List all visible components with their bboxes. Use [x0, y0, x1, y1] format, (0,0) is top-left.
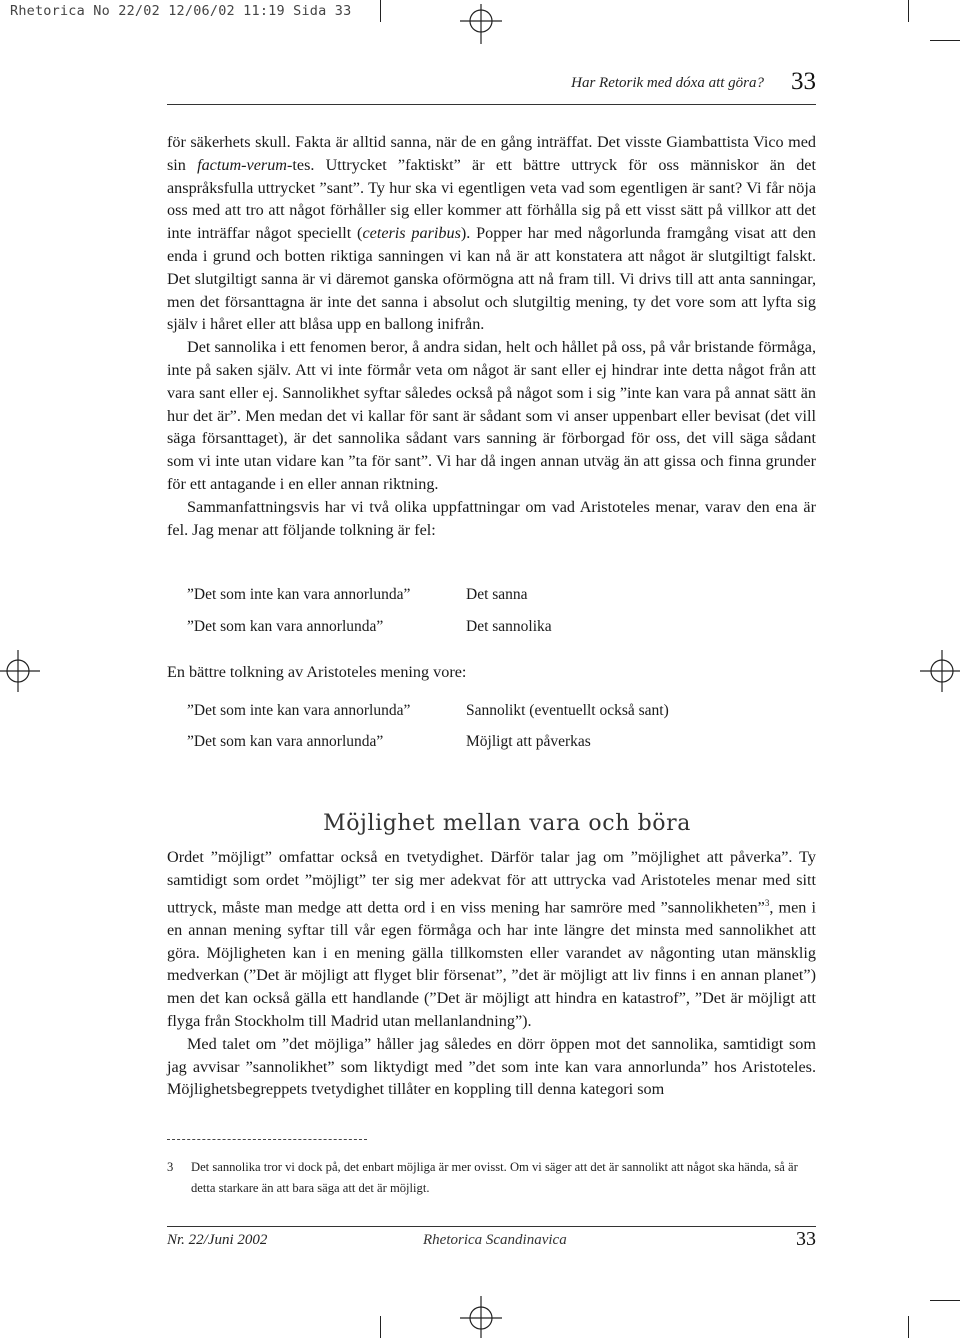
text-run: för säkerhets skull. Fakta är alltid sanna, när de en gång inträffat. Det visste Giambattista Vico med sin	[167, 133, 816, 174]
lead-text: En bättre tolkning av Aristoteles mening vore:	[167, 663, 467, 681]
paragraph: Med talet om ”det möjliga” håller jag således en dörr öppen mot det sannolika, samtidigt som jag avvisar ”sannolikhet” som liktydigt med ”det som inte kan vara annorlunda” hos Aristoteles. Möjlighetsbegreppets tvetydighet tillåter en koppling till denna kategori som	[167, 1034, 816, 1099]
paragraph	[167, 131, 816, 336]
table1-right: Det sanna	[466, 586, 528, 603]
crop-mark	[908, 0, 909, 22]
crop-mark	[380, 0, 381, 22]
footnote-text: Det sannolika tror vi dock på, det enbart möjliga är mer ovisst. Om vi säger att det är sannolikt att något ska hända, så är detta starkare än att bara säga att det är möjligt.	[191, 1160, 798, 1195]
running-title: Har Retorik med dóxa att göra?	[571, 75, 764, 91]
footer-journal: Rhetorica Scandinavica	[423, 1232, 567, 1248]
paragraph: Sammanfattningsvis har vi två olika uppfattningar om vad Aristoteles menar, varav den ena är fel. Jag menar att följande tolkning är fel:	[167, 497, 816, 539]
registration-mark-icon	[920, 648, 960, 694]
registration-mark-icon	[0, 648, 40, 694]
footer-issue: Nr. 22/Juni 2002	[167, 1232, 268, 1248]
header-rule	[167, 104, 816, 105]
registration-mark-icon	[458, 4, 504, 44]
paragraph: Det sannolika i ett fenomen beror, å andra sidan, helt och hållet på oss, på vår bristande förmåga, inte på saken själv. Att vi inte förmår veta om något är sant eller ej hindrar inte detta något från att vara sant eller ej. Sannolikhet syftar således också på något som i sig ”inte kan vara på annat sätt än hur det är”. Men medan det vi kallar för sant är sådant som vi anser uppenbart eller bevisat (det vill säga försanttaget), är det sannolika sådant vars sanning är förborgad för oss, det vill säga sådant som vi inte utan vidare kan ”ta för sant”. Vi har då ingen annan utväg än att gissa och finna grunder för ett antagande i en eller annan riktning.	[167, 338, 816, 493]
section-body-text	[167, 846, 816, 1101]
italic-term: factum-verum	[197, 155, 287, 174]
footer-page-number: 33	[796, 1228, 816, 1250]
section-heading: Möjlighet mellan vara och böra	[323, 811, 691, 836]
crop-mark	[908, 1316, 909, 1338]
text-run: , men i en annan mening syftar till vår egen förmåga och har inte längre det minsta med sannolikhet att göra. Möjligheten kan i en mening gälla tillkomsten eller varandet av någonting utan mänsklig medverkan (”Det är möjligt att flyget blir försenat”, ”det är möjligt att liv finns i en annan planet”) men det kan också gälla ett handlande (”Det är möjligt att hindra en katastrof”, ”Det är möjligt att flyga från Stockholm till Madrid utan mellanlandning”).	[167, 897, 816, 1030]
running-head	[167, 68, 816, 104]
table1-right: Det sannolika	[466, 618, 552, 635]
crop-mark	[930, 1300, 960, 1301]
body-text	[167, 131, 816, 541]
table1-left: ”Det som kan vara annorlunda”	[187, 618, 384, 635]
crop-mark	[380, 1316, 381, 1338]
italic-term: ceteris paribus	[362, 224, 461, 243]
table2-left: ”Det som kan vara annorlunda”	[187, 733, 384, 750]
table2-right: Sannolikt (eventuellt också sant)	[466, 702, 669, 719]
crop-mark	[930, 40, 960, 41]
registration-mark-icon	[458, 1296, 504, 1338]
table2-right: Möjligt att påverkas	[466, 733, 591, 750]
footnote-rule	[167, 1139, 367, 1140]
page-footer	[167, 1226, 816, 1252]
paragraph	[167, 846, 816, 1033]
printer-slug-line: Rhetorica No 22/02 12/06/02 11:19 Sida 33	[10, 3, 352, 19]
text-run: ). Popper har med någorlunda framgång visat att den enda i grund och botten riktiga sanningen vi kan nå är att konstatera att något är slutgiltigt falskt. Det slutgiltigt sanna är vi däremot ganska oförmögna att nå fram till. Vi drivs till att anta sanningar, men det försanttagna är inte det sanna i absolut och slutgiltig mening, ty det vore som att lyfta sig själv i håret eller att blåsa upp en ballong inifrån.	[167, 224, 816, 334]
footer-rule	[167, 1226, 816, 1227]
text-run: -tes. Uttrycket ”faktiskt” är ett bättre uttryck för oss människor än det anspråksfulla uttrycket ”sant”. Ty hur ska vi egentligen veta vad som egentligen är sant? Vi får nöja oss med att tro att något förhåller sig eller kommer att förhålla sig på ett visst sätt på villkor att det inte inträffar något speciellt (	[167, 155, 816, 243]
page-number: 33	[791, 68, 816, 95]
footnote-number: 3	[167, 1160, 174, 1174]
text-run: Ordet ”möjligt” omfattar också en tvetydighet. Därför talar jag om ”möjlighet att påverka”. Ty samtidigt som ordet ”möjligt” ter sig mer adekvat för att uttrycka vad Aristoteles menar med sitt uttryck, måste man medge att detta ord i en viss mening har samröre med ”sannolikheten”	[167, 848, 816, 916]
footnote-ref: 3	[764, 897, 770, 908]
table2-left: ”Det som inte kan vara annorlunda”	[187, 702, 411, 719]
table1-left: ”Det som inte kan vara annorlunda”	[187, 586, 411, 603]
